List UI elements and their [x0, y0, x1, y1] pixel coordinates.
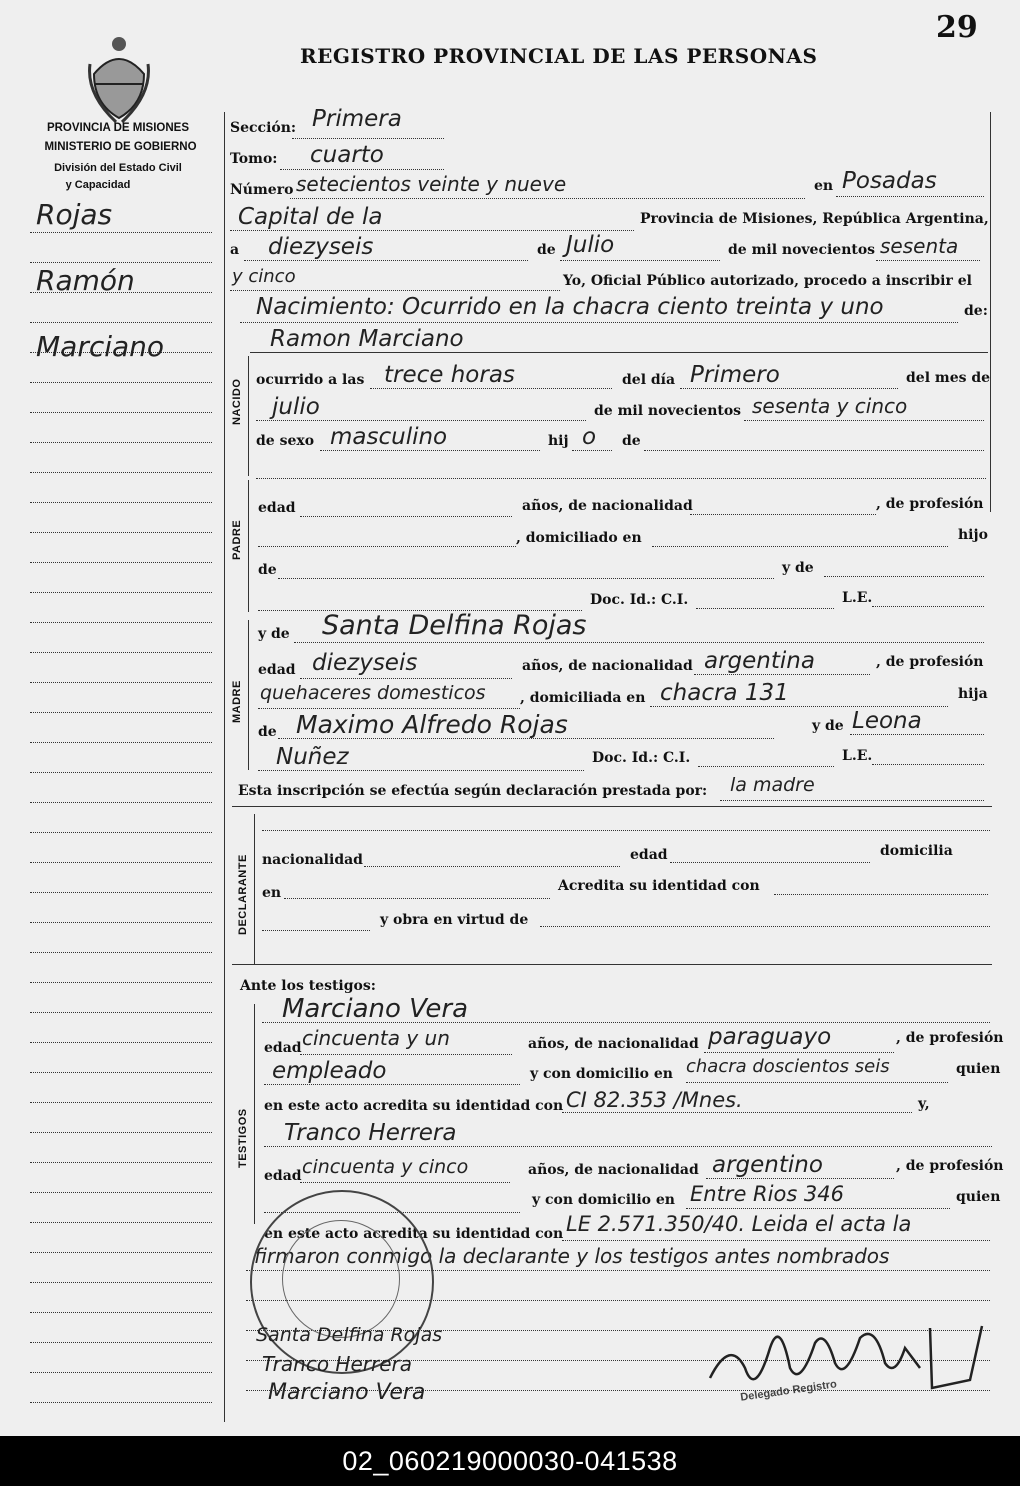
field-line	[262, 930, 370, 931]
field-line	[562, 1112, 912, 1113]
section-label-padre: PADRE	[231, 519, 243, 560]
field-line	[704, 1052, 894, 1053]
field-line	[278, 578, 774, 579]
value-mes-nac: julio	[272, 394, 320, 420]
margin-line	[30, 472, 212, 473]
margin-line	[30, 1132, 212, 1133]
value-abuela2: Nuñez	[276, 744, 349, 770]
margin-line	[30, 892, 212, 893]
field-line	[650, 706, 948, 707]
label-a: a	[230, 242, 240, 258]
field-line	[258, 708, 520, 709]
field-line	[240, 322, 958, 323]
division-heading-1: División del Estado Civil	[54, 162, 182, 174]
margin-line	[30, 442, 212, 443]
label-edad-madre: edad	[258, 662, 296, 678]
field-line	[256, 420, 586, 421]
value-anio: sesenta	[880, 234, 959, 258]
margin-line	[30, 982, 212, 983]
value-id-t2: LE 2.571.350/40. Leida el acta la	[566, 1212, 912, 1236]
field-line	[720, 800, 984, 801]
signature-mother: Santa Delfina Rojas	[256, 1324, 443, 1346]
label-profesion-madre: , de profesión	[876, 654, 984, 670]
section-border-madre	[248, 620, 249, 770]
field-line	[284, 898, 550, 899]
value-nac-madre: argentina	[704, 648, 815, 674]
field-line	[256, 478, 986, 479]
margin-line	[30, 712, 212, 713]
value-acta: Nacimiento: Ocurrido en la chacra ciento treinta y uno	[256, 294, 884, 320]
value-testigo2: Tranco Herrera	[284, 1120, 457, 1146]
value-dia: diezyseis	[268, 234, 374, 260]
field-line	[300, 678, 512, 679]
field-line	[300, 1182, 510, 1183]
field-line	[320, 450, 540, 451]
label-le-padre: L.E.	[842, 590, 873, 606]
value-abuelo: Maximo Alfredo Rojas	[296, 710, 568, 739]
label-y-de-padre: y de	[782, 560, 814, 576]
label-numero: Número	[230, 182, 294, 198]
field-line	[292, 138, 444, 139]
margin-line	[30, 802, 212, 803]
field-line	[824, 576, 984, 577]
margin-line	[30, 382, 212, 383]
value-dia-nac: Primero	[690, 362, 780, 388]
margin-line	[30, 922, 212, 923]
value-anio-nac: sesenta y cinco	[752, 394, 908, 418]
label-acredita-t2: en este acto acredita su identidad con	[264, 1226, 564, 1242]
margin-line	[30, 832, 212, 833]
label-domicilio-t2: y con domicilio en	[532, 1192, 675, 1208]
value-dom-t1: chacra doscientos seis	[686, 1056, 890, 1077]
value-edad-t2: cincuenta y cinco	[302, 1156, 469, 1178]
label-domiciliado: , domiciliado en	[516, 530, 642, 546]
label-de-colon: de:	[964, 303, 988, 319]
value-prof-madre: quehaceres domesticos	[260, 682, 486, 704]
label-acredita-t1: en este acto acredita su identidad con	[264, 1098, 564, 1114]
province-heading: PROVINCIA DE MISIONES	[46, 122, 190, 134]
label-hija: hija	[958, 686, 988, 702]
value-dom-madre: chacra 131	[660, 680, 789, 706]
label-en-decl: en	[262, 885, 282, 901]
label-edad-decl: edad	[630, 847, 668, 863]
label-edad-padre: edad	[258, 500, 296, 516]
right-border	[990, 112, 991, 512]
value-mes: Julio	[566, 232, 615, 258]
label-doc-padre: Doc. Id.: C.I.	[590, 592, 689, 608]
footer-id: 02_060219000030-041538	[0, 1436, 1020, 1486]
margin-line	[30, 592, 212, 593]
margin-line	[30, 322, 212, 323]
value-id-t1: CI 82.353 /Mnes.	[566, 1088, 743, 1112]
field-line	[258, 546, 516, 547]
label-tomo: Tomo:	[230, 151, 278, 167]
field-line	[290, 198, 805, 199]
margin-line	[30, 262, 212, 263]
field-line	[690, 514, 876, 515]
label-inscripcion: Esta inscripción se efectúa según declaración prestada por:	[238, 783, 708, 799]
label-de-padre: de	[258, 562, 277, 578]
label-profesion-t2: , de profesión	[896, 1158, 1004, 1174]
section-label-declarante: DECLARANTE	[237, 854, 249, 935]
value-tomo: cuarto	[310, 142, 384, 168]
margin-line	[30, 1282, 212, 1283]
margin-line	[30, 232, 212, 233]
section-rule	[232, 964, 992, 965]
field-line	[560, 260, 720, 261]
field-line	[572, 450, 612, 451]
section-rule	[232, 806, 992, 807]
label-hij: hij	[548, 433, 569, 449]
margin-line	[30, 1222, 212, 1223]
margin-line	[30, 1402, 212, 1403]
field-line	[644, 450, 984, 451]
label-de-hij: de	[622, 433, 641, 449]
division-heading-2: y Capacidad	[65, 179, 131, 191]
label-del-dia: del día	[622, 372, 676, 388]
field-line	[230, 230, 634, 231]
margin-line	[30, 1372, 212, 1373]
section-label-nacido: NACIDO	[231, 378, 243, 425]
field-line	[262, 830, 990, 831]
margin-line	[30, 622, 212, 623]
margin-second-name: Marciano	[36, 330, 165, 363]
value-testigo1: Marciano Vera	[282, 994, 469, 1024]
field-line	[364, 866, 620, 867]
label-anos-nac-padre: años, de nacionalidad	[522, 498, 693, 514]
label-nacionalidad: nacionalidad	[262, 852, 363, 868]
signature-witness-2: Tranco Herrera	[262, 1352, 412, 1376]
section-border-nacido	[248, 356, 249, 476]
label-profesion-padre: , de profesión	[876, 496, 984, 512]
field-line	[280, 169, 444, 170]
value-en: Posadas	[842, 168, 937, 194]
document-title: REGISTRO PROVINCIAL DE LAS PERSONAS	[300, 44, 818, 68]
margin-line	[30, 1012, 212, 1013]
margin-line	[30, 1162, 212, 1163]
field-line	[686, 1208, 950, 1209]
label-y-de-madre2: y de	[812, 718, 844, 734]
value-capital: Capital de la	[238, 204, 383, 230]
label-domicilia: domicilia	[880, 843, 953, 859]
label-de-mil: de mil novecientos	[728, 242, 876, 258]
field-line	[698, 766, 834, 767]
label-doc-madre: Doc. Id.: C.I.	[592, 750, 691, 766]
coat-of-arms-icon	[86, 34, 152, 124]
page-number: 29	[936, 10, 978, 45]
label-anos-nac-t1: años, de nacionalidad	[528, 1036, 699, 1052]
margin-line	[30, 1042, 212, 1043]
field-line	[540, 926, 990, 927]
field-line	[850, 734, 984, 735]
margin-line	[30, 1072, 212, 1073]
label-seccion: Sección:	[230, 120, 297, 136]
field-line	[872, 606, 984, 607]
label-yo: Yo, Oficial Público autorizado, procedo a inscribir el	[563, 273, 972, 289]
label-de-mil-nov: de mil novecientos	[594, 403, 742, 419]
value-nac-t1: paraguayo	[708, 1024, 832, 1050]
label-y-coma: y,	[918, 1096, 930, 1112]
label-provincia: Provincia de Misiones, República Argentina,	[640, 211, 989, 227]
value-nac-t2: argentino	[712, 1152, 823, 1178]
section-label-testigos: TESTIGOS	[237, 1108, 249, 1168]
label-acredita: Acredita su identidad con	[558, 878, 760, 894]
field-line	[370, 388, 612, 389]
value-prof-t1: empleado	[272, 1058, 387, 1084]
value-numero: setecientos veinte y nueve	[296, 172, 567, 196]
official-seal-inner	[282, 1220, 400, 1338]
label-de: de	[537, 242, 556, 258]
field-line	[652, 546, 948, 547]
value-nombre: Ramon Marciano	[270, 326, 464, 352]
section-label-madre: MADRE	[231, 680, 243, 723]
label-en: en	[814, 178, 834, 194]
field-line	[696, 608, 834, 609]
margin-line	[30, 1252, 212, 1253]
field-line	[562, 1240, 990, 1241]
margin-line	[30, 862, 212, 863]
value-seccion: Primera	[312, 106, 402, 132]
label-domiciliada: , domiciliada en	[520, 690, 646, 706]
margin-line	[30, 1102, 212, 1103]
label-de-madre: de	[258, 724, 277, 740]
margin-line	[30, 772, 212, 773]
margin-line	[30, 682, 212, 683]
field-line	[300, 516, 512, 517]
delegate-stamp: Delegado Registro	[739, 1378, 838, 1404]
margin-line	[30, 652, 212, 653]
name-line	[250, 352, 988, 353]
field-line	[694, 674, 870, 675]
value-edad-t1: cincuenta y un	[302, 1026, 450, 1050]
field-line	[264, 1084, 520, 1085]
field-line	[258, 770, 584, 771]
field-line	[680, 388, 898, 389]
field-line	[670, 862, 870, 863]
margin-line	[30, 1192, 212, 1193]
section-border-testigos	[254, 1004, 255, 1224]
signature-witness-1: Marciano Vera	[268, 1380, 426, 1405]
field-line	[872, 764, 984, 765]
value-madre: Santa Delfina Rojas	[322, 610, 587, 641]
margin-line	[30, 502, 212, 503]
value-cierre: firmaron conmigo la declarante y los testigos antes nombrados	[254, 1244, 890, 1268]
field-line	[876, 260, 980, 261]
label-edad-t1: edad	[264, 1040, 302, 1056]
field-line	[774, 894, 988, 895]
label-sexo: de sexo	[256, 433, 315, 449]
field-line	[294, 642, 984, 643]
label-quien-t1: quien	[956, 1061, 1001, 1077]
margin-line	[30, 412, 212, 413]
label-ante-testigos: Ante los testigos:	[240, 978, 376, 994]
value-dom-t2: Entre Rios 346	[690, 1182, 845, 1206]
value-edad-madre: diezyseis	[312, 650, 418, 676]
value-abuela: Leona	[852, 708, 922, 734]
label-anos-nac-t2: años, de nacionalidad	[528, 1162, 699, 1178]
label-y-de-madre: y de	[258, 626, 290, 642]
margin-line	[30, 952, 212, 953]
value-declarante: la madre	[730, 774, 815, 796]
label-ocurrido: ocurrido a las	[256, 372, 365, 388]
section-border-padre	[248, 480, 249, 612]
field-line	[744, 420, 984, 421]
field-line	[264, 1146, 992, 1147]
field-line	[686, 1082, 948, 1083]
label-obra: y obra en virtud de	[380, 912, 529, 928]
value-hora: trece horas	[384, 362, 515, 388]
margin-line	[30, 562, 212, 563]
ministry-heading: MINISTERIO DE GOBIERNO	[44, 141, 197, 153]
margin-line	[30, 742, 212, 743]
margin-divider	[224, 112, 225, 1422]
margin-first-name: Ramón	[36, 264, 135, 297]
field-line	[244, 260, 528, 261]
field-line	[230, 290, 560, 291]
value-sexo: masculino	[330, 424, 448, 450]
value-hij: o	[582, 424, 597, 450]
margin-line	[30, 1312, 212, 1313]
label-quien-t2: quien	[956, 1189, 1001, 1205]
margin-line	[30, 1342, 212, 1343]
label-edad-t2: edad	[264, 1168, 302, 1184]
value-anio2: y cinco	[232, 266, 296, 287]
field-line	[836, 196, 984, 197]
label-le-madre: L.E.	[842, 748, 873, 764]
section-border-declarante	[254, 814, 255, 964]
label-domicilio-t1: y con domicilio en	[530, 1066, 673, 1082]
label-hijo: hijo	[958, 527, 988, 543]
field-line	[300, 1054, 512, 1055]
field-line	[706, 1178, 894, 1179]
label-profesion-t1: , de profesión	[896, 1030, 1004, 1046]
margin-surname: Rojas	[36, 198, 113, 231]
label-del-mes: del mes de	[906, 370, 991, 386]
label-anos-nac-madre: años, de nacionalidad	[522, 658, 693, 674]
margin-line	[30, 532, 212, 533]
